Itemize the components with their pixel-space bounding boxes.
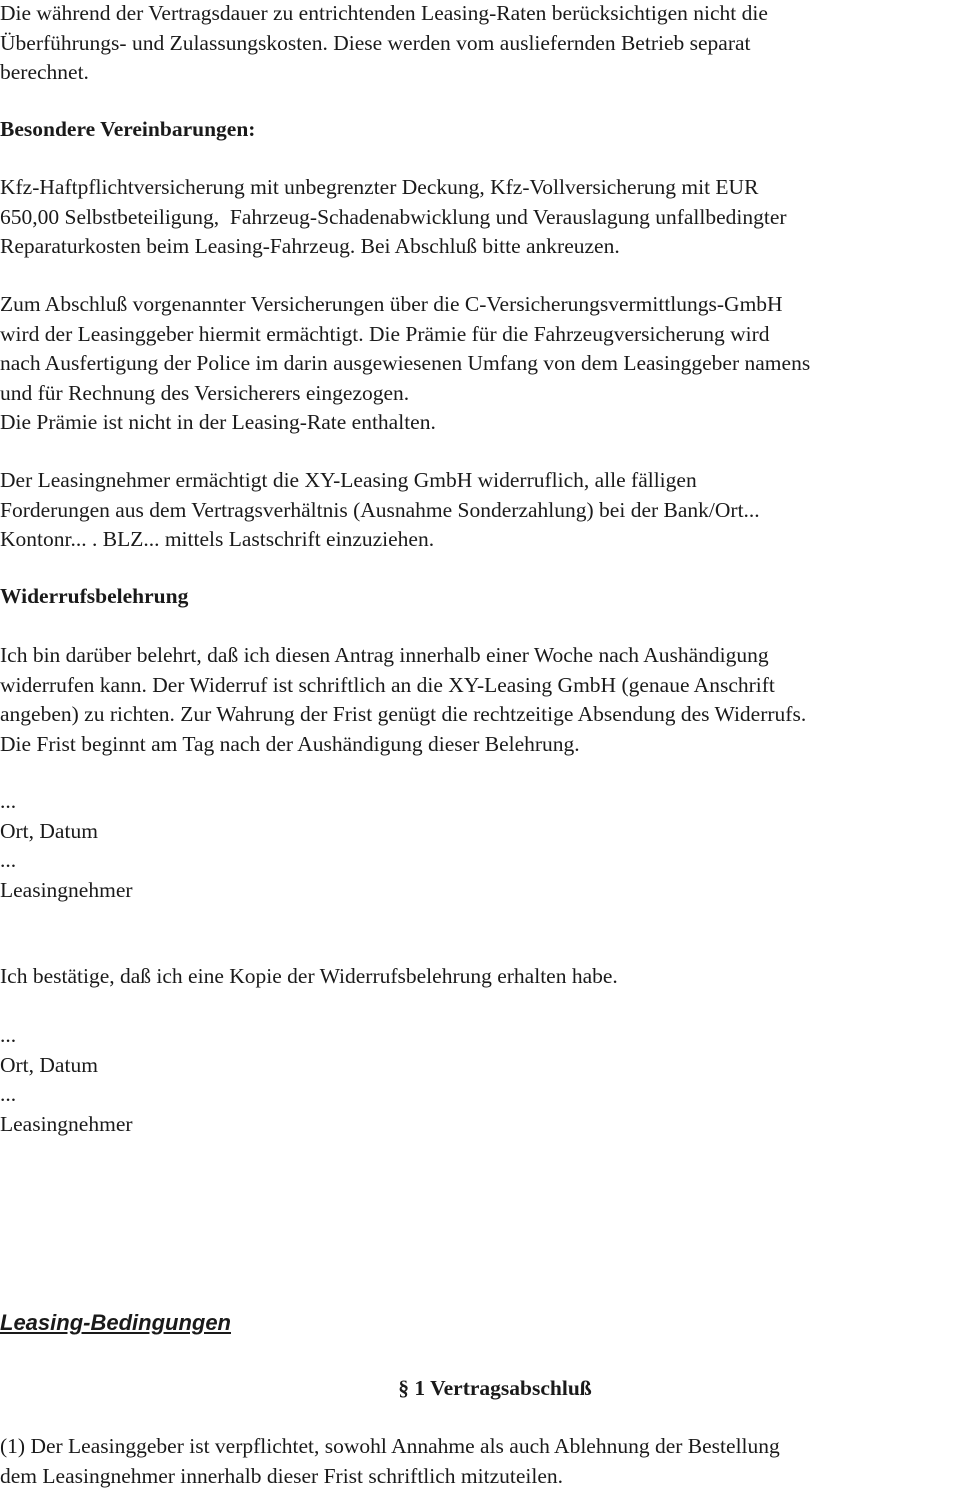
signature-label: Ort, Datum — [0, 1052, 98, 1077]
text-line: Die Frist beginnt am Tag nach der Aushändigung dieser Belehrung. — [0, 731, 580, 756]
besondere-paragraph — [0, 173, 960, 262]
text-line: Die während der Vertragsdauer zu entrichtenden Leasing-Raten berücksichtigen nicht die — [0, 1, 768, 25]
besondere-heading: Besondere Vereinbarungen: — [0, 117, 256, 141]
text-line: 650,00 Selbstbeteiligung, Fahrzeug-Schadenabwicklung und Verauslagung unfallbedingter — [0, 204, 787, 229]
text-line: Kontonr... . BLZ... mittels Lastschrift einzuziehen. — [0, 527, 435, 551]
section-title — [0, 1374, 960, 1404]
text-line: wird der Leasinggeber hiermit ermächtigt. Die Prämie für die Fahrzeugversicherung wird — [0, 321, 770, 346]
text-line: und für Rechnung des Versicherers eingezogen. — [0, 380, 410, 405]
text-line: Der Leasingnehmer ermächtigt die XY-Leasing GmbH widerruflich, alle fälligen — [0, 468, 697, 492]
lastschrift-paragraph — [0, 466, 960, 555]
intro-paragraph — [0, 0, 960, 88]
widerruf-heading: Widerrufsbelehrung — [0, 584, 189, 608]
text-line: berechnet. — [0, 60, 89, 84]
text-line: Reparaturkosten beim Leasing-Fahrzeug. Bei Abschluß bitte ankreuzen. — [0, 234, 620, 258]
signature-line: ... — [0, 789, 17, 813]
text-line: Kfz-Haftpflichtversicherung mit unbegrenzter Deckung, Kfz-Vollversicherung mit EUR — [0, 175, 759, 199]
text-line: widerrufen kann. Der Widerruf ist schriftlich an die XY-Leasing GmbH (genaue Anschrift — [0, 672, 775, 697]
text-line: Überführungs- und Zulassungskosten. Diese werden vom ausliefernden Betrieb separat — [0, 30, 751, 55]
text-line: Zum Abschluß vorgenannter Versicherungen über die C-Versicherungsvermittlungs-GmbH — [0, 292, 783, 316]
bedingungen-paragraph — [0, 1432, 960, 1491]
text-line: Die Prämie ist nicht in der Leasing-Rate enthalten. — [0, 410, 436, 434]
signature-block-2 — [0, 1021, 960, 1139]
leasing-bedingungen-heading: Leasing-Bedingungen — [0, 1310, 231, 1335]
signature-line: ... — [0, 1082, 17, 1106]
versicherung-paragraph — [0, 290, 960, 438]
text-line: angeben) zu richten. Zur Wahrung der Frist genügt die rechtzeitige Absendung des Widerrufs. — [0, 702, 807, 726]
signature-label: Leasingnehmer — [0, 1111, 133, 1136]
confirmation-text: Ich bestätige, daß ich eine Kopie der Widerrufsbelehrung erhalten habe. — [0, 964, 618, 988]
text-line: Ich bin darüber belehrt, daß ich diesen Antrag innerhalb einer Woche nach Aushändigung — [0, 643, 769, 667]
signature-label: Ort, Datum — [0, 818, 98, 843]
text-line: (1) Der Leasinggeber ist verpflichtet, sowohl Annahme als auch Ablehnung der Bestellung — [0, 1434, 780, 1458]
text-line: dem Leasingnehmer innerhalb dieser Frist schriftlich mitzuteilen. — [0, 1463, 564, 1488]
widerruf-paragraph — [0, 641, 960, 759]
signature-block-1 — [0, 787, 960, 905]
text-line: nach Ausfertigung der Police im darin ausgewiesenen Umfang von dem Leasinggeber namens — [0, 351, 811, 375]
signature-line: ... — [0, 1023, 17, 1047]
signature-label: Leasingnehmer — [0, 877, 133, 902]
text-line: Forderungen aus dem Vertragsverhältnis (Ausnahme Sonderzahlung) bei der Bank/Ort... — [0, 497, 760, 522]
signature-line: ... — [0, 848, 17, 872]
section-title-text: § 1 Vertragsabschluß — [398, 1376, 592, 1400]
